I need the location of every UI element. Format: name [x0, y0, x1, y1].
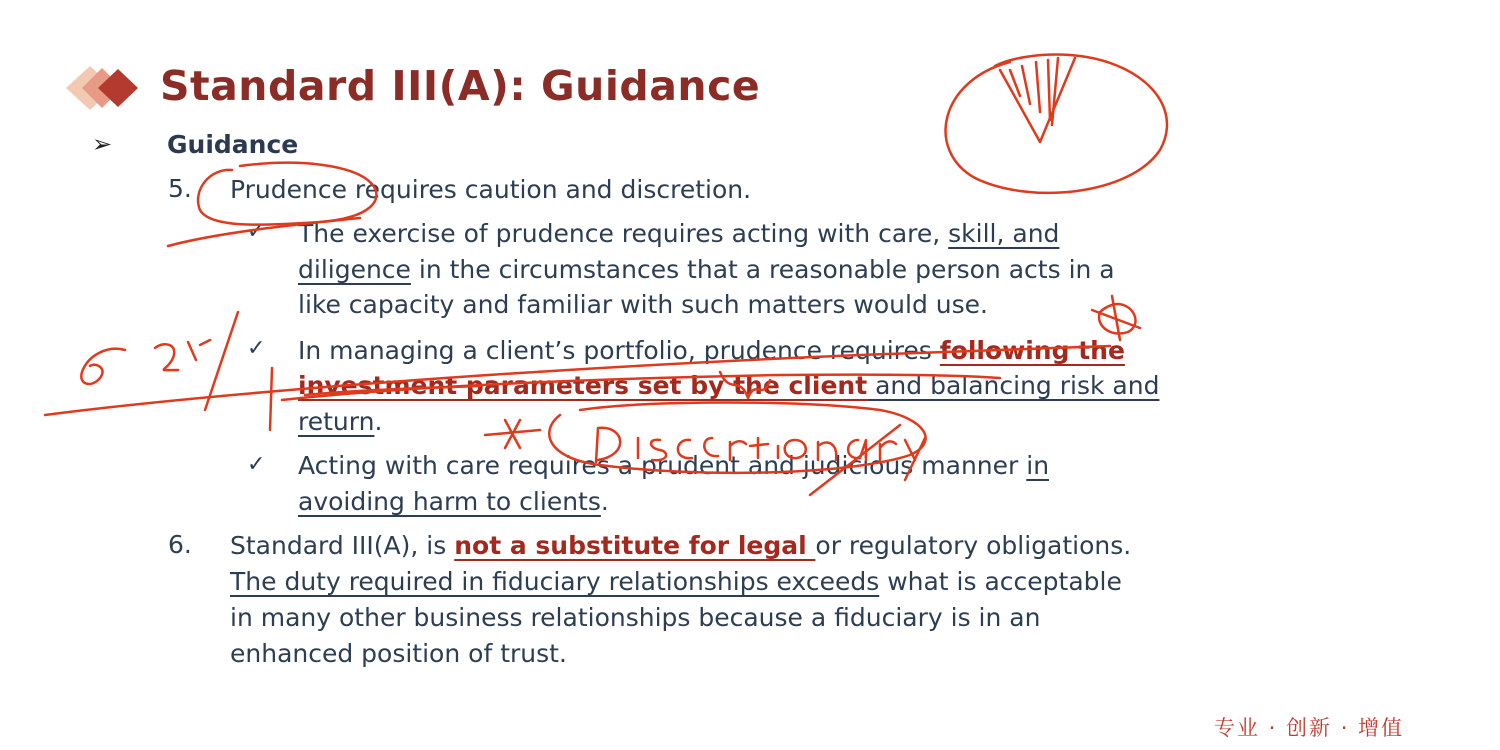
- item-text: or regulatory obligations.: [815, 531, 1132, 560]
- underlined-text: and balancing risk and: [867, 371, 1160, 400]
- item-number: 6.: [168, 530, 192, 559]
- underlined-text: in: [1026, 451, 1050, 480]
- diamond-logo-icon: [38, 60, 148, 116]
- margin-note-two: [155, 344, 178, 370]
- bullet-line: [298, 333, 1125, 369]
- underlined-text: The duty required in fiduciary relationships exceeds: [230, 567, 880, 596]
- bullet-text: In managing a client’s portfolio, prudence requires: [298, 336, 940, 365]
- item-number: 5.: [168, 174, 192, 203]
- bullet-line: [298, 252, 1115, 288]
- checkmark-icon: ✓: [247, 336, 266, 361]
- pie-sketch-icon: [946, 55, 1167, 193]
- bullet-text: .: [374, 407, 383, 436]
- bullet-arrow-icon: ➢: [92, 130, 113, 158]
- bullet-line: [298, 404, 382, 440]
- footer-slogan: 专业 · 创新 · 增值: [1214, 716, 1405, 740]
- item-text: what is acceptable: [879, 567, 1122, 596]
- bullet-text: The exercise of prudence requires acting with care,: [298, 219, 949, 248]
- underlined-text: skill, and: [948, 219, 1060, 248]
- underlined-text: return: [298, 407, 375, 436]
- item-line: enhanced position of trust.: [230, 639, 567, 668]
- underlined-text: diligence: [298, 255, 411, 284]
- bullet-text: in the circumstances that a reasonable person acts in a: [410, 255, 1115, 284]
- item-line: [230, 564, 1122, 600]
- section-title: Guidance: [167, 130, 299, 159]
- slide-title: Standard III(A): Guidance: [160, 62, 761, 110]
- item-line: in many other business relationships because a fiduciary is in an: [230, 603, 1041, 632]
- emphasis-text: following the: [939, 336, 1125, 365]
- bullet-line: like capacity and familiar with such matters would use.: [298, 290, 988, 319]
- underlined-text: avoiding harm to clients: [298, 487, 601, 516]
- bullet-text: Acting with care requires a prudent and judicious manner: [298, 451, 1027, 480]
- bullet-line: [298, 216, 1059, 252]
- bullet-line: [298, 448, 1049, 484]
- checkmark-icon: ✓: [247, 452, 266, 477]
- bullet-line: [298, 484, 609, 520]
- bullet-text: .: [600, 487, 609, 516]
- emphasis-text: investment parameters set by the client: [298, 371, 868, 400]
- margin-note-five: [81, 349, 125, 384]
- emphasis-text: not a substitute for legal: [454, 531, 816, 560]
- bullet-line: [298, 368, 1159, 404]
- item-line: [230, 528, 1131, 564]
- item-text: Standard III(A), is: [230, 531, 455, 560]
- checkmark-icon: ✓: [247, 219, 266, 244]
- item-text: Prudence requires caution and discretion.: [230, 175, 752, 204]
